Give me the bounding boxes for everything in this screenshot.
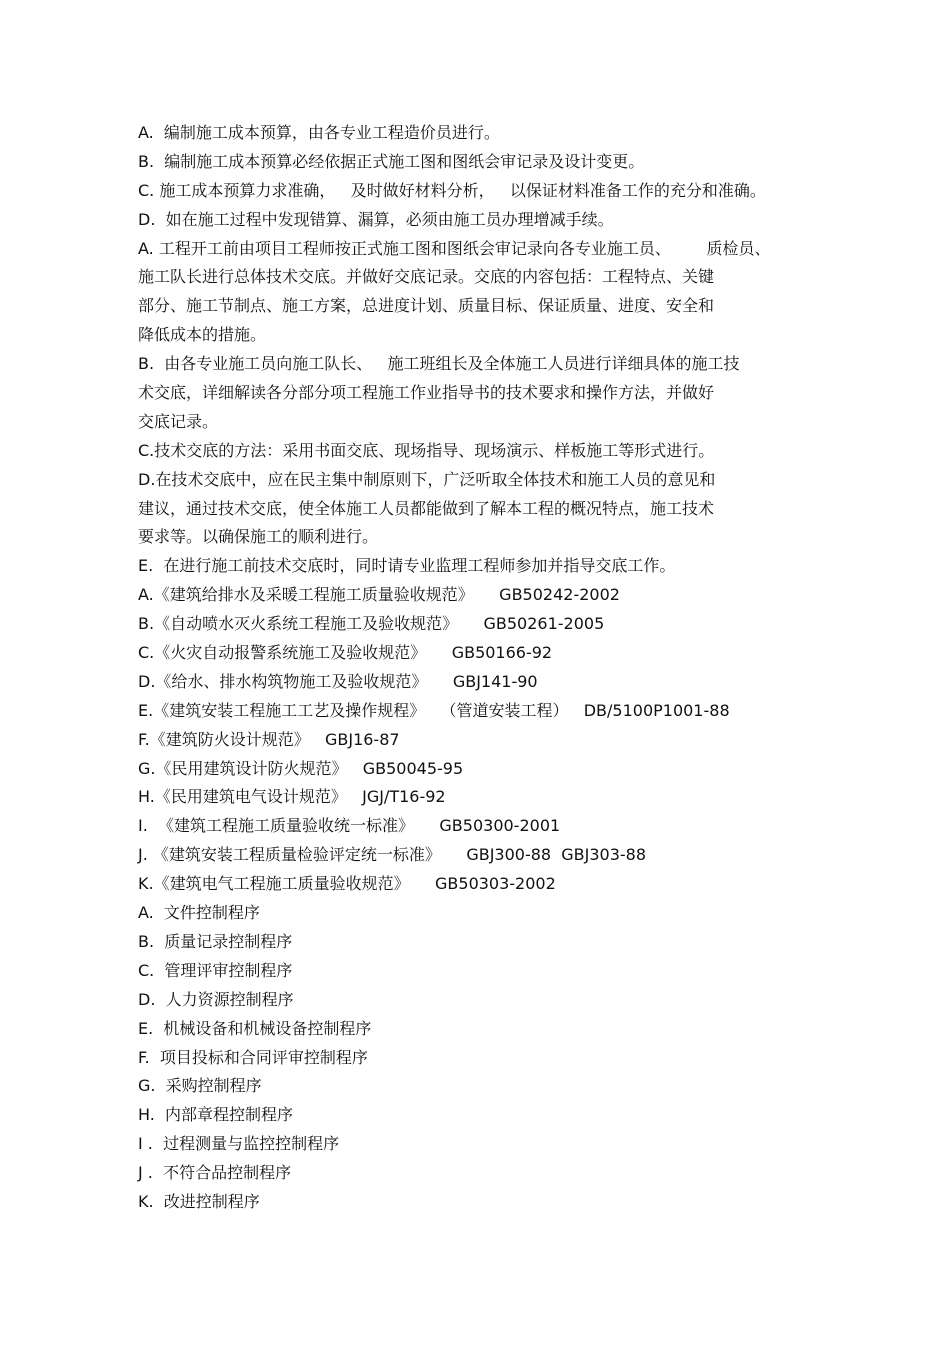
standard-item: I. 《建筑工程施工质量验收统一标准》 GB50300-2001 bbox=[138, 816, 561, 836]
text-line: D. 如在施工过程中发现错算、漏算，必须由施工员办理增减手续。 bbox=[138, 209, 614, 229]
text-line: 交底记录。 bbox=[138, 411, 219, 431]
procedure-item: B. 质量记录控制程序 bbox=[138, 931, 293, 951]
standard-item: F.《建筑防火设计规范》 GBJ16-87 bbox=[138, 729, 400, 749]
standard-item: G.《民用建筑设计防火规范》 GB50045-95 bbox=[138, 758, 464, 778]
text-line: 降低成本的措施。 bbox=[138, 325, 267, 345]
standard-item: E.《建筑安装工程施工工艺及操作规程》 （管道安装工程） DB/5100P1001-88 bbox=[138, 700, 730, 720]
text-line: C.技术交底的方法：采用书面交底、现场指导、现场演示、样板施工等形式进行。 bbox=[138, 440, 715, 460]
text-line: 要求等。以确保施工的顺利进行。 bbox=[138, 527, 379, 547]
text-line: A. 工程开工前由项目工程师按正式施工图和图纸会审记录向各专业施工员、 质检员、 bbox=[138, 238, 771, 258]
text-line: 施工队长进行总体技术交底。并做好交底记录。交底的内容包括：工程特点、关键 bbox=[138, 267, 715, 287]
text-line: D.在技术交底中，应在民主集中制原则下，广泛听取全体技术和施工人员的意见和 bbox=[138, 469, 716, 489]
standard-item: J. 《建筑安装工程质量检验评定统一标准》 GBJ300-88 GBJ303-88 bbox=[138, 845, 647, 865]
text-line: 部分、施工节制点、施工方案，总进度计划、质量目标、保证质量、进度、安全和 bbox=[138, 296, 715, 316]
procedure-item: I . 过程测量与监控控制程序 bbox=[138, 1134, 340, 1154]
standard-item: K.《建筑电气工程施工质量验收规范》 GB50303-2002 bbox=[138, 874, 556, 894]
text-line: E. 在进行施工前技术交底时，同时请专业监理工程师参加并指导交底工作。 bbox=[138, 556, 676, 576]
procedure-item: F. 项目投标和合同评审控制程序 bbox=[138, 1047, 368, 1067]
text-line: 建议，通过技术交底，使全体施工人员都能做到了解本工程的概况特点，施工技术 bbox=[138, 498, 715, 518]
procedure-item: C. 管理评审控制程序 bbox=[138, 960, 293, 980]
procedure-item: G. 采购控制程序 bbox=[138, 1076, 262, 1096]
standard-item: H.《民用建筑电气设计规范》 JGJ/T16-92 bbox=[138, 787, 446, 807]
procedure-item: A. 文件控制程序 bbox=[138, 903, 260, 923]
procedure-item: H. 内部章程控制程序 bbox=[138, 1105, 294, 1125]
text-line: C. 施工成本预算力求准确， 及时做好材料分析， 以保证材料准备工作的充分和准确。 bbox=[138, 180, 766, 200]
standard-item: A.《建筑给排水及采暖工程施工质量验收规范》 GB50242-2002 bbox=[138, 585, 620, 605]
procedure-item: J . 不符合品控制程序 bbox=[138, 1163, 292, 1183]
text-line: A. 编制施工成本预算，由各专业工程造价员进行。 bbox=[138, 123, 500, 142]
standard-item: D.《给水、排水构筑物施工及验收规范》 GBJ141-90 bbox=[138, 671, 538, 691]
standard-item: B.《自动喷水灭火系统工程施工及验收规范》 GB50261-2005 bbox=[138, 614, 605, 634]
text-line: B. 编制施工成本预算必经依据正式施工图和图纸会审记录及设计变更。 bbox=[138, 151, 645, 171]
procedure-item: K. 改进控制程序 bbox=[138, 1191, 260, 1211]
document-body bbox=[138, 119, 938, 1217]
procedure-item: D. 人力资源控制程序 bbox=[138, 989, 294, 1009]
procedure-item: E. 机械设备和机械设备控制程序 bbox=[138, 1018, 372, 1038]
standard-item: C.《火灾自动报警系统施工及验收规范》 GB50166-92 bbox=[138, 643, 553, 663]
text-line: B. 由各专业施工员向施工队长、 施工班组长及全体施工人员进行详细具体的施工技 bbox=[138, 354, 740, 374]
text-line: 术交底，详细解读各分部分项工程施工作业指导书的技术要求和操作方法，并做好 bbox=[138, 383, 715, 403]
